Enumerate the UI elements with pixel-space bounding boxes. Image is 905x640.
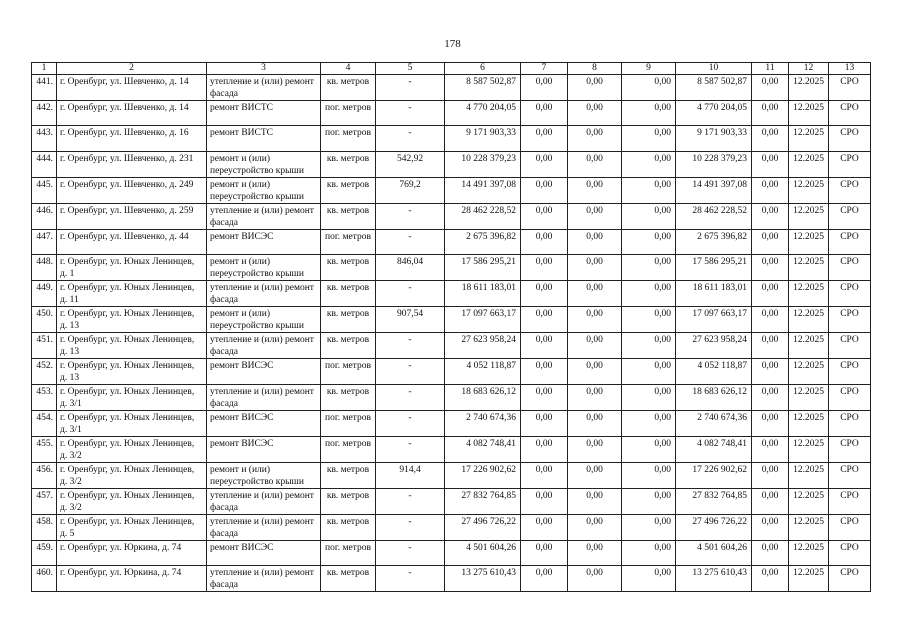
fund-cell: 0,00 — [568, 462, 622, 488]
fund-cell: 0,00 — [622, 254, 676, 280]
fund-cell: 0,00 — [568, 126, 622, 151]
fund-cell: 0,00 — [568, 254, 622, 280]
method-cell: СРО — [829, 126, 871, 151]
table-row — [32, 488, 871, 514]
quantity-cell: 914,4 — [376, 462, 445, 488]
fund-cell: 0,00 — [752, 488, 789, 514]
fund-cell: 0,00 — [622, 332, 676, 358]
work-type-cell: утепление и (или) ремонт фасада — [207, 332, 321, 358]
column-number-header: 9 — [622, 63, 676, 75]
address-cell: г. Оренбург, ул. Шевченко, д. 259 — [57, 203, 207, 229]
fund-cell: 0,00 — [521, 540, 568, 565]
fund-cell: 0,00 — [521, 436, 568, 462]
row-number-cell: 458. — [32, 514, 57, 540]
column-number-row — [32, 63, 871, 75]
fund-cell: 0,00 — [521, 203, 568, 229]
fund-cell: 0,00 — [521, 75, 568, 101]
row-number-cell: 460. — [32, 566, 57, 592]
fund-cell: 0,00 — [568, 203, 622, 229]
method-cell: СРО — [829, 384, 871, 410]
owners-funds-cell: 4 052 118,87 — [676, 358, 752, 384]
owners-funds-cell: 13 275 610,43 — [676, 566, 752, 592]
fund-cell: 0,00 — [752, 358, 789, 384]
work-type-cell: утепление и (или) ремонт фасада — [207, 75, 321, 101]
owners-funds-cell: 27 623 958,24 — [676, 332, 752, 358]
work-type-cell: ремонт ВИСЭС — [207, 358, 321, 384]
total-cost-cell: 4 770 204,05 — [445, 101, 521, 126]
fund-cell: 0,00 — [622, 229, 676, 254]
table-row — [32, 358, 871, 384]
fund-cell: 0,00 — [568, 566, 622, 592]
total-cost-cell: 17 097 663,17 — [445, 306, 521, 332]
address-cell: г. Оренбург, ул. Шевченко, д. 14 — [57, 75, 207, 101]
table-row — [32, 514, 871, 540]
fund-cell: 0,00 — [752, 332, 789, 358]
table-row — [32, 384, 871, 410]
table-row — [32, 75, 871, 101]
work-type-cell: утепление и (или) ремонт фасада — [207, 384, 321, 410]
fund-cell: 0,00 — [622, 462, 676, 488]
method-cell: СРО — [829, 306, 871, 332]
unit-cell: пог. метров — [321, 358, 376, 384]
column-number-header: 8 — [568, 63, 622, 75]
unit-cell: кв. метров — [321, 151, 376, 177]
deadline-cell: 12.2025 — [789, 203, 829, 229]
method-cell: СРО — [829, 203, 871, 229]
unit-cell: кв. метров — [321, 254, 376, 280]
column-number-header: 2 — [57, 63, 207, 75]
unit-cell: кв. метров — [321, 280, 376, 306]
fund-cell: 0,00 — [521, 151, 568, 177]
table-row — [32, 126, 871, 151]
method-cell: СРО — [829, 280, 871, 306]
fund-cell: 0,00 — [622, 75, 676, 101]
quantity-cell: - — [376, 280, 445, 306]
owners-funds-cell: 17 097 663,17 — [676, 306, 752, 332]
fund-cell: 0,00 — [752, 384, 789, 410]
column-number-header: 12 — [789, 63, 829, 75]
column-number-header: 1 — [32, 63, 57, 75]
row-number-cell: 453. — [32, 384, 57, 410]
table-row — [32, 101, 871, 126]
unit-cell: пог. метров — [321, 101, 376, 126]
owners-funds-cell: 18 683 626,12 — [676, 384, 752, 410]
column-number-header: 6 — [445, 63, 521, 75]
fund-cell: 0,00 — [752, 126, 789, 151]
fund-cell: 0,00 — [622, 358, 676, 384]
quantity-cell: - — [376, 540, 445, 565]
work-type-cell: ремонт и (или) переустройство крыши — [207, 151, 321, 177]
fund-cell: 0,00 — [568, 101, 622, 126]
table-row — [32, 462, 871, 488]
work-type-cell: ремонт и (или) переустройство крыши — [207, 177, 321, 203]
owners-funds-cell: 4 501 604,26 — [676, 540, 752, 565]
fund-cell: 0,00 — [622, 410, 676, 436]
page-number: 178 — [444, 38, 461, 50]
quantity-cell: - — [376, 101, 445, 126]
quantity-cell: - — [376, 436, 445, 462]
method-cell: СРО — [829, 358, 871, 384]
fund-cell: 0,00 — [568, 410, 622, 436]
row-number-cell: 442. — [32, 101, 57, 126]
fund-cell: 0,00 — [622, 151, 676, 177]
table-body — [32, 75, 871, 592]
row-number-cell: 446. — [32, 203, 57, 229]
fund-cell: 0,00 — [622, 177, 676, 203]
fund-cell: 0,00 — [521, 229, 568, 254]
deadline-cell: 12.2025 — [789, 101, 829, 126]
quantity-cell: - — [376, 410, 445, 436]
fund-cell: 0,00 — [568, 177, 622, 203]
fund-cell: 0,00 — [568, 306, 622, 332]
quantity-cell: - — [376, 566, 445, 592]
total-cost-cell: 2 740 674,36 — [445, 410, 521, 436]
total-cost-cell: 27 832 764,85 — [445, 488, 521, 514]
column-number-header: 4 — [321, 63, 376, 75]
address-cell: г. Оренбург, ул. Юных Ленинцев, д. 1 — [57, 254, 207, 280]
deadline-cell: 12.2025 — [789, 229, 829, 254]
row-number-cell: 456. — [32, 462, 57, 488]
work-type-cell: ремонт и (или) переустройство крыши — [207, 254, 321, 280]
row-number-cell: 448. — [32, 254, 57, 280]
owners-funds-cell: 2 740 674,36 — [676, 410, 752, 436]
quantity-cell: 846,04 — [376, 254, 445, 280]
fund-cell: 0,00 — [752, 75, 789, 101]
deadline-cell: 12.2025 — [789, 462, 829, 488]
deadline-cell: 12.2025 — [789, 436, 829, 462]
work-type-cell: утепление и (или) ремонт фасада — [207, 566, 321, 592]
row-number-cell: 444. — [32, 151, 57, 177]
total-cost-cell: 17 586 295,21 — [445, 254, 521, 280]
total-cost-cell: 27 623 958,24 — [445, 332, 521, 358]
unit-cell: кв. метров — [321, 306, 376, 332]
work-type-cell: ремонт ВИСЭС — [207, 410, 321, 436]
work-type-cell: ремонт ВИСТС — [207, 101, 321, 126]
work-type-cell: утепление и (или) ремонт фасада — [207, 488, 321, 514]
row-number-cell: 450. — [32, 306, 57, 332]
fund-cell: 0,00 — [752, 436, 789, 462]
work-type-cell: ремонт ВИСЭС — [207, 229, 321, 254]
table-row — [32, 436, 871, 462]
table-row — [32, 203, 871, 229]
table-row — [32, 254, 871, 280]
total-cost-cell: 18 611 183,01 — [445, 280, 521, 306]
fund-cell: 0,00 — [752, 280, 789, 306]
total-cost-cell: 27 496 726,22 — [445, 514, 521, 540]
fund-cell: 0,00 — [521, 462, 568, 488]
work-type-cell: утепление и (или) ремонт фасада — [207, 203, 321, 229]
fund-cell: 0,00 — [521, 177, 568, 203]
fund-cell: 0,00 — [622, 514, 676, 540]
quantity-cell: - — [376, 488, 445, 514]
fund-cell: 0,00 — [521, 488, 568, 514]
fund-cell: 0,00 — [752, 462, 789, 488]
unit-cell: кв. метров — [321, 332, 376, 358]
row-number-cell: 457. — [32, 488, 57, 514]
total-cost-cell: 28 462 228,52 — [445, 203, 521, 229]
work-type-cell: ремонт и (или) переустройство крыши — [207, 462, 321, 488]
work-type-cell: утепление и (или) ремонт фасада — [207, 514, 321, 540]
quantity-cell: - — [376, 358, 445, 384]
deadline-cell: 12.2025 — [789, 566, 829, 592]
fund-cell: 0,00 — [752, 306, 789, 332]
address-cell: г. Оренбург, ул. Юных Ленинцев, д. 13 — [57, 306, 207, 332]
owners-funds-cell: 17 226 902,62 — [676, 462, 752, 488]
fund-cell: 0,00 — [752, 101, 789, 126]
deadline-cell: 12.2025 — [789, 410, 829, 436]
quantity-cell: - — [376, 332, 445, 358]
fund-cell: 0,00 — [622, 384, 676, 410]
address-cell: г. Оренбург, ул. Юркина, д. 74 — [57, 540, 207, 565]
address-cell: г. Оренбург, ул. Юных Ленинцев, д. 5 — [57, 514, 207, 540]
fund-cell: 0,00 — [521, 280, 568, 306]
total-cost-cell: 17 226 902,62 — [445, 462, 521, 488]
fund-cell: 0,00 — [622, 306, 676, 332]
fund-cell: 0,00 — [568, 151, 622, 177]
fund-cell: 0,00 — [521, 358, 568, 384]
column-number-header: 10 — [676, 63, 752, 75]
table-row — [32, 151, 871, 177]
fund-cell: 0,00 — [622, 566, 676, 592]
method-cell: СРО — [829, 177, 871, 203]
total-cost-cell: 4 082 748,41 — [445, 436, 521, 462]
owners-funds-cell: 8 587 502,87 — [676, 75, 752, 101]
row-number-cell: 455. — [32, 436, 57, 462]
address-cell: г. Оренбург, ул. Шевченко, д. 44 — [57, 229, 207, 254]
unit-cell: кв. метров — [321, 203, 376, 229]
deadline-cell: 12.2025 — [789, 332, 829, 358]
table-row — [32, 306, 871, 332]
unit-cell: пог. метров — [321, 126, 376, 151]
owners-funds-cell: 28 462 228,52 — [676, 203, 752, 229]
address-cell: г. Оренбург, ул. Юных Ленинцев, д. 3/2 — [57, 488, 207, 514]
fund-cell: 0,00 — [568, 488, 622, 514]
unit-cell: кв. метров — [321, 75, 376, 101]
work-type-cell: ремонт и (или) переустройство крыши — [207, 306, 321, 332]
fund-cell: 0,00 — [752, 566, 789, 592]
unit-cell: пог. метров — [321, 410, 376, 436]
fund-cell: 0,00 — [568, 280, 622, 306]
fund-cell: 0,00 — [752, 229, 789, 254]
fund-cell: 0,00 — [752, 540, 789, 565]
quantity-cell: 542,92 — [376, 151, 445, 177]
owners-funds-cell: 4 770 204,05 — [676, 101, 752, 126]
deadline-cell: 12.2025 — [789, 280, 829, 306]
fund-cell: 0,00 — [752, 151, 789, 177]
address-cell: г. Оренбург, ул. Шевченко, д. 14 — [57, 101, 207, 126]
column-number-header: 3 — [207, 63, 321, 75]
deadline-cell: 12.2025 — [789, 126, 829, 151]
method-cell: СРО — [829, 101, 871, 126]
work-type-cell: утепление и (или) ремонт фасада — [207, 280, 321, 306]
quantity-cell: 907,54 — [376, 306, 445, 332]
repair-schedule-table — [31, 62, 871, 592]
address-cell: г. Оренбург, ул. Юных Ленинцев, д. 3/2 — [57, 436, 207, 462]
unit-cell: кв. метров — [321, 488, 376, 514]
fund-cell: 0,00 — [521, 306, 568, 332]
fund-cell: 0,00 — [622, 540, 676, 565]
deadline-cell: 12.2025 — [789, 488, 829, 514]
fund-cell: 0,00 — [568, 332, 622, 358]
owners-funds-cell: 18 611 183,01 — [676, 280, 752, 306]
address-cell: г. Оренбург, ул. Шевченко, д. 16 — [57, 126, 207, 151]
method-cell: СРО — [829, 151, 871, 177]
total-cost-cell: 4 052 118,87 — [445, 358, 521, 384]
address-cell: г. Оренбург, ул. Юных Ленинцев, д. 3/2 — [57, 462, 207, 488]
total-cost-cell: 13 275 610,43 — [445, 566, 521, 592]
deadline-cell: 12.2025 — [789, 540, 829, 565]
fund-cell: 0,00 — [622, 488, 676, 514]
total-cost-cell: 10 228 379,23 — [445, 151, 521, 177]
row-number-cell: 443. — [32, 126, 57, 151]
deadline-cell: 12.2025 — [789, 254, 829, 280]
method-cell: СРО — [829, 75, 871, 101]
unit-cell: пог. метров — [321, 540, 376, 565]
table-row — [32, 566, 871, 592]
total-cost-cell: 8 587 502,87 — [445, 75, 521, 101]
quantity-cell: - — [376, 126, 445, 151]
table-row — [32, 540, 871, 565]
work-type-cell: ремонт ВИСТС — [207, 126, 321, 151]
method-cell: СРО — [829, 514, 871, 540]
column-number-header: 13 — [829, 63, 871, 75]
quantity-cell: 769,2 — [376, 177, 445, 203]
quantity-cell: - — [376, 203, 445, 229]
unit-cell: кв. метров — [321, 462, 376, 488]
owners-funds-cell: 14 491 397,08 — [676, 177, 752, 203]
fund-cell: 0,00 — [622, 280, 676, 306]
address-cell: г. Оренбург, ул. Юных Ленинцев, д. 13 — [57, 358, 207, 384]
address-cell: г. Оренбург, ул. Юных Ленинцев, д. 11 — [57, 280, 207, 306]
method-cell: СРО — [829, 462, 871, 488]
total-cost-cell: 18 683 626,12 — [445, 384, 521, 410]
fund-cell: 0,00 — [568, 358, 622, 384]
address-cell: г. Оренбург, ул. Шевченко, д. 231 — [57, 151, 207, 177]
owners-funds-cell: 27 832 764,85 — [676, 488, 752, 514]
quantity-cell: - — [376, 384, 445, 410]
fund-cell: 0,00 — [622, 436, 676, 462]
table-row — [32, 410, 871, 436]
fund-cell: 0,00 — [568, 229, 622, 254]
fund-cell: 0,00 — [568, 436, 622, 462]
fund-cell: 0,00 — [521, 254, 568, 280]
table-row — [32, 177, 871, 203]
fund-cell: 0,00 — [521, 126, 568, 151]
table-row — [32, 332, 871, 358]
quantity-cell: - — [376, 75, 445, 101]
unit-cell: кв. метров — [321, 177, 376, 203]
address-cell: г. Оренбург, ул. Юных Ленинцев, д. 13 — [57, 332, 207, 358]
unit-cell: кв. метров — [321, 566, 376, 592]
unit-cell: кв. метров — [321, 514, 376, 540]
unit-cell: пог. метров — [321, 229, 376, 254]
method-cell: СРО — [829, 229, 871, 254]
owners-funds-cell: 4 082 748,41 — [676, 436, 752, 462]
fund-cell: 0,00 — [752, 254, 789, 280]
fund-cell: 0,00 — [752, 177, 789, 203]
deadline-cell: 12.2025 — [789, 306, 829, 332]
deadline-cell: 12.2025 — [789, 151, 829, 177]
owners-funds-cell: 10 228 379,23 — [676, 151, 752, 177]
owners-funds-cell: 2 675 396,82 — [676, 229, 752, 254]
address-cell: г. Оренбург, ул. Юных Ленинцев, д. 3/1 — [57, 384, 207, 410]
deadline-cell: 12.2025 — [789, 75, 829, 101]
fund-cell: 0,00 — [521, 384, 568, 410]
row-number-cell: 451. — [32, 332, 57, 358]
deadline-cell: 12.2025 — [789, 384, 829, 410]
row-number-cell: 459. — [32, 540, 57, 565]
method-cell: СРО — [829, 254, 871, 280]
fund-cell: 0,00 — [568, 514, 622, 540]
fund-cell: 0,00 — [521, 514, 568, 540]
fund-cell: 0,00 — [622, 203, 676, 229]
total-cost-cell: 9 171 903,33 — [445, 126, 521, 151]
owners-funds-cell: 27 496 726,22 — [676, 514, 752, 540]
fund-cell: 0,00 — [521, 332, 568, 358]
deadline-cell: 12.2025 — [789, 514, 829, 540]
fund-cell: 0,00 — [521, 101, 568, 126]
row-number-cell: 441. — [32, 75, 57, 101]
total-cost-cell: 2 675 396,82 — [445, 229, 521, 254]
method-cell: СРО — [829, 566, 871, 592]
fund-cell: 0,00 — [568, 384, 622, 410]
fund-cell: 0,00 — [568, 75, 622, 101]
address-cell: г. Оренбург, ул. Шевченко, д. 249 — [57, 177, 207, 203]
work-type-cell: ремонт ВИСЭС — [207, 540, 321, 565]
method-cell: СРО — [829, 488, 871, 514]
quantity-cell: - — [376, 514, 445, 540]
fund-cell: 0,00 — [752, 203, 789, 229]
address-cell: г. Оренбург, ул. Юных Ленинцев, д. 3/1 — [57, 410, 207, 436]
column-number-header: 5 — [376, 63, 445, 75]
owners-funds-cell: 17 586 295,21 — [676, 254, 752, 280]
method-cell: СРО — [829, 436, 871, 462]
address-cell: г. Оренбург, ул. Юркина, д. 74 — [57, 566, 207, 592]
total-cost-cell: 14 491 397,08 — [445, 177, 521, 203]
owners-funds-cell: 9 171 903,33 — [676, 126, 752, 151]
fund-cell: 0,00 — [521, 410, 568, 436]
row-number-cell: 445. — [32, 177, 57, 203]
table-row — [32, 280, 871, 306]
fund-cell: 0,00 — [752, 410, 789, 436]
row-number-cell: 449. — [32, 280, 57, 306]
row-number-cell: 454. — [32, 410, 57, 436]
fund-cell: 0,00 — [568, 540, 622, 565]
quantity-cell: - — [376, 229, 445, 254]
deadline-cell: 12.2025 — [789, 177, 829, 203]
total-cost-cell: 4 501 604,26 — [445, 540, 521, 565]
row-number-cell: 447. — [32, 229, 57, 254]
column-number-header: 11 — [752, 63, 789, 75]
column-number-header: 7 — [521, 63, 568, 75]
fund-cell: 0,00 — [521, 566, 568, 592]
work-type-cell: ремонт ВИСЭС — [207, 436, 321, 462]
unit-cell: пог. метров — [321, 436, 376, 462]
table-row — [32, 229, 871, 254]
method-cell: СРО — [829, 540, 871, 565]
row-number-cell: 452. — [32, 358, 57, 384]
deadline-cell: 12.2025 — [789, 358, 829, 384]
unit-cell: кв. метров — [321, 384, 376, 410]
method-cell: СРО — [829, 332, 871, 358]
fund-cell: 0,00 — [622, 126, 676, 151]
method-cell: СРО — [829, 410, 871, 436]
fund-cell: 0,00 — [622, 101, 676, 126]
fund-cell: 0,00 — [752, 514, 789, 540]
